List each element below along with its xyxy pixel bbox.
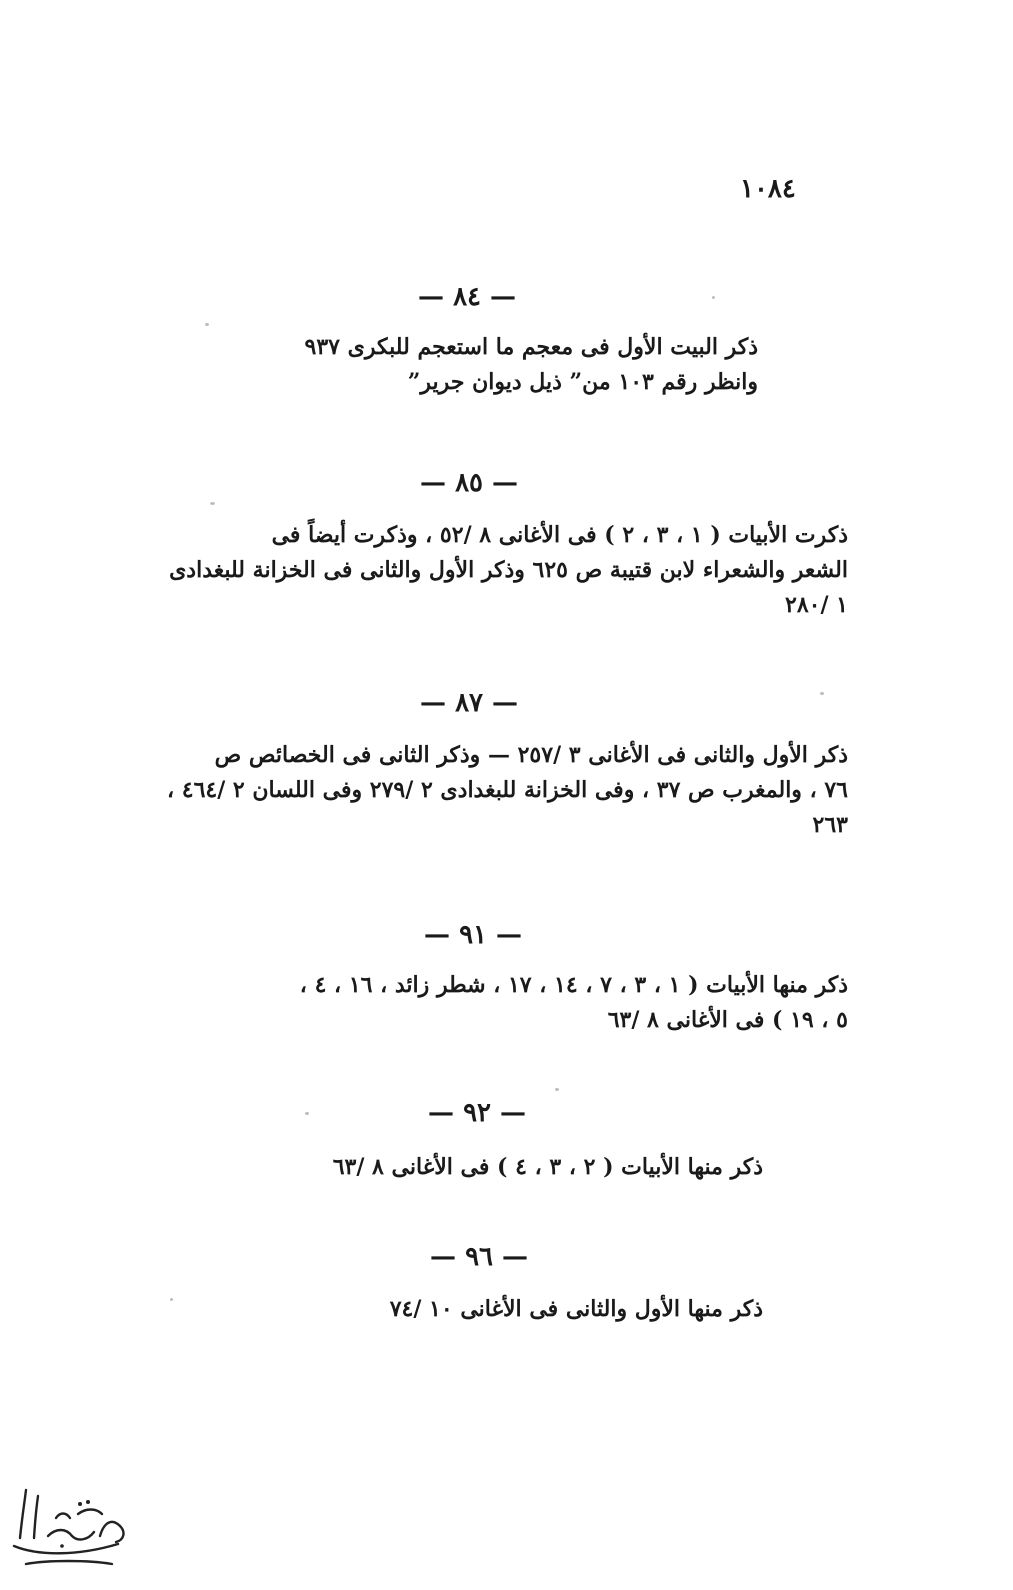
scan-speck xyxy=(712,296,715,299)
note-heading-85: — ٨٥ — xyxy=(420,468,519,498)
scan-speck xyxy=(210,502,215,505)
scan-speck xyxy=(555,1088,559,1091)
note-body-91 xyxy=(133,968,848,1038)
note-heading-87: — ٨٧ — xyxy=(420,688,519,718)
library-stamp-logo xyxy=(8,1478,138,1578)
note-line: ٥ ، ١٩ ) فى الأغانى ٨ /٦٣ xyxy=(607,1007,848,1033)
note-line: ذكر منها الأول والثانى فى الأغانى ١٠ /٧٤ xyxy=(389,1296,763,1322)
note-line: ذكر منها الأبيات ( ١ ، ٣ ، ٧ ، ١٤ ، ١٧ ، شطر زائد ، ١٦ ، ٤ ، xyxy=(299,972,848,998)
note-body-84 xyxy=(298,330,758,400)
note-heading-96: — ٩٦ — xyxy=(430,1242,529,1272)
scan-speck xyxy=(305,1112,309,1115)
note-line: وانظر رقم ١٠٣ من” ذيل ديوان جرير” xyxy=(407,369,758,395)
scan-speck xyxy=(170,1298,173,1301)
note-heading-84: — ٨٤ — xyxy=(418,282,517,312)
page-number: ١٠٨٤ xyxy=(740,174,796,204)
note-heading-91: — ٩١ — xyxy=(424,920,523,950)
note-body-96 xyxy=(343,1292,763,1327)
note-line: الشعر والشعراء لابن قتيبة ص ٦٢٥ وذكر الأول والثانى فى الخزانة للبغدادى xyxy=(169,557,848,583)
note-line: ٢٦٣ xyxy=(812,812,848,838)
note-line: ذكر منها الأبيات ( ٢ ، ٣ ، ٤ ) فى الأغانى ٨ /٦٣ xyxy=(332,1154,763,1180)
note-heading-92: — ٩٢ — xyxy=(428,1098,527,1128)
note-body-92 xyxy=(263,1150,763,1185)
note-line: ٧٦ ، والمغرب ص ٣٧ ، وفى الخزانة للبغدادى ٢ /٢٧٩ وفى اللسان ٢ /٤٦٤ ، xyxy=(166,777,848,803)
scan-speck xyxy=(820,692,824,695)
note-line: ذكرت الأبيات ( ١ ، ٣ ، ٢ ) فى الأغانى ٨ /٥٢ ، وذكرت أيضاً فى xyxy=(271,522,848,548)
note-body-87 xyxy=(133,738,848,843)
note-line: ذكر البيت الأول فى معجم ما استعجم للبكرى ٩٣٧ xyxy=(304,334,758,360)
note-line: ذكر الأول والثانى فى الأغانى ٣ /٢٥٧ — وذكر الثانى فى الخصائص ص xyxy=(214,742,848,768)
note-body-85 xyxy=(133,518,848,623)
scan-speck xyxy=(205,323,209,326)
note-line: ١ /٢٨٠ xyxy=(785,592,848,618)
